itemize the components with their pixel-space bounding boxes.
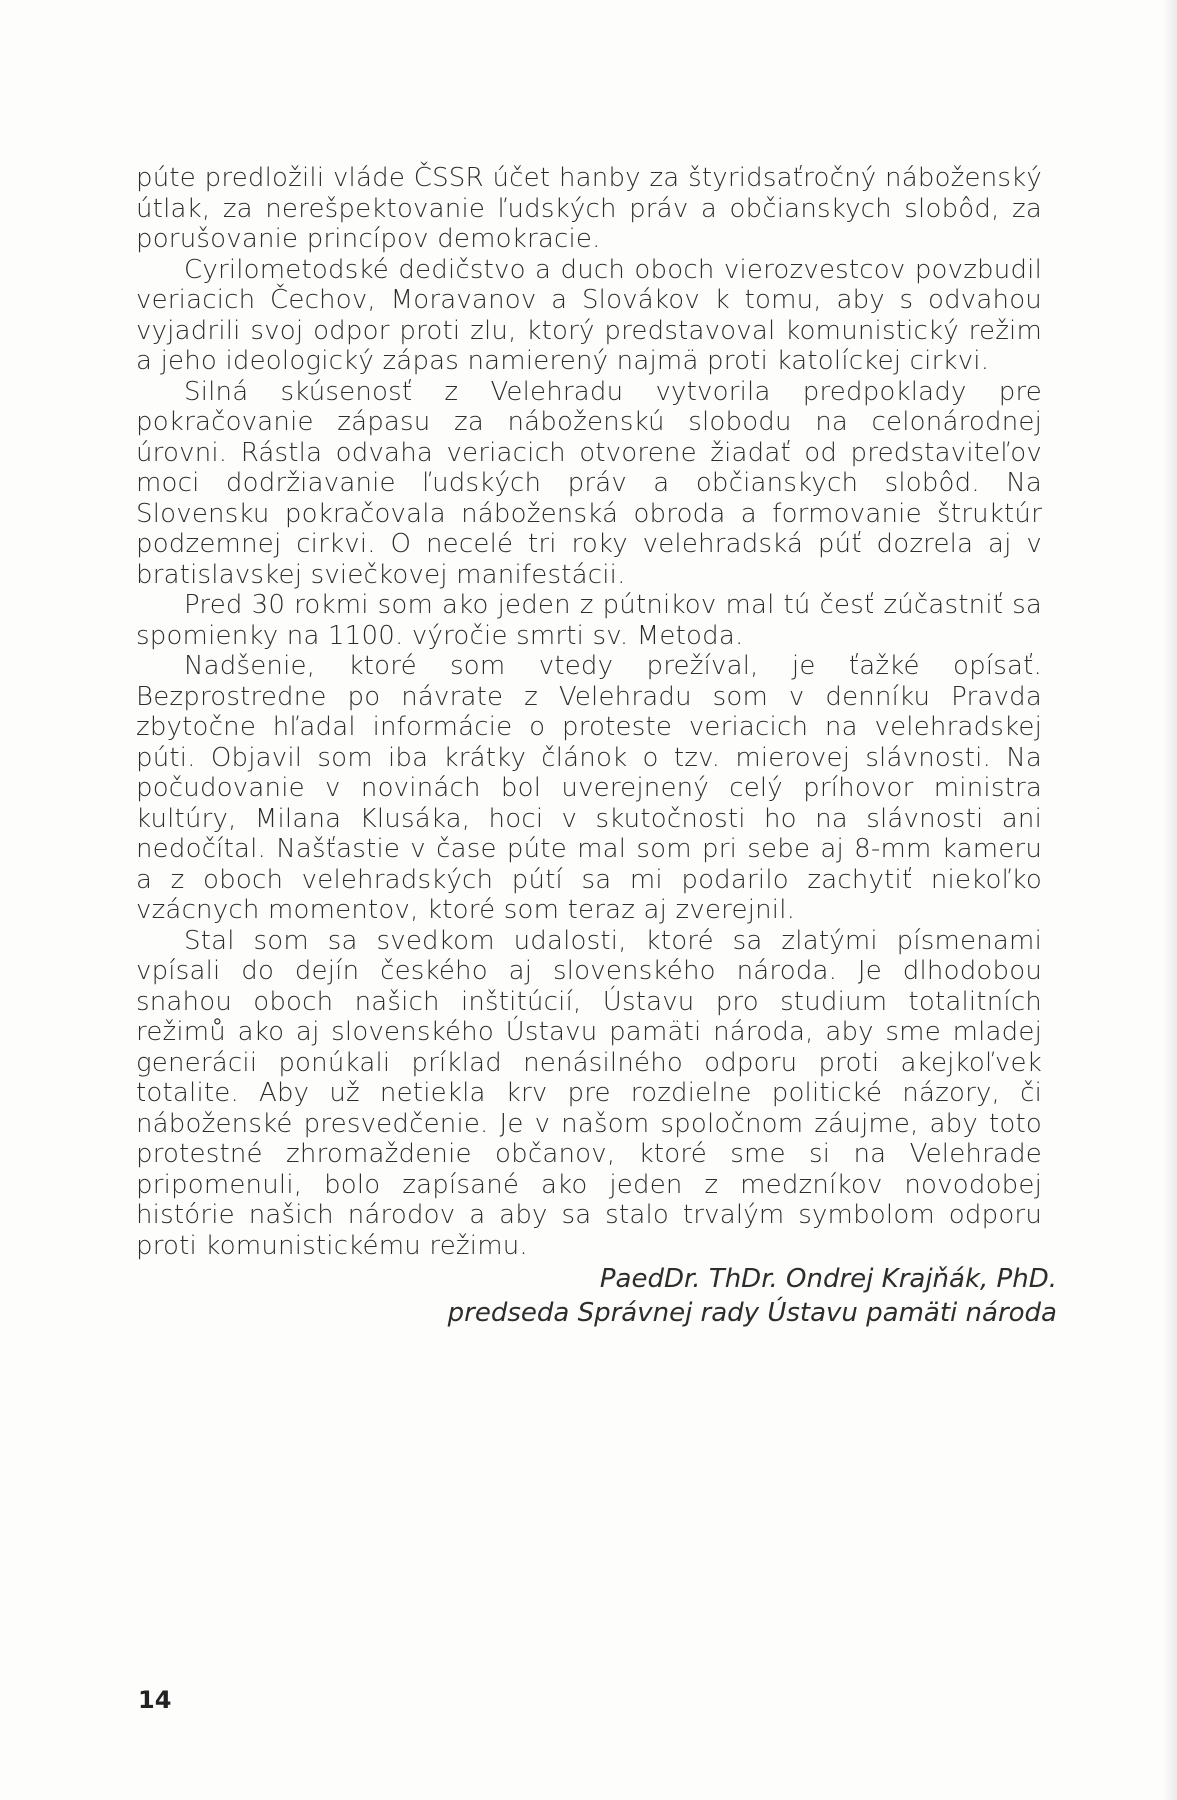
signature-name: PaedDr. ThDr. Ondrej Krajňák, PhD. bbox=[599, 1264, 1057, 1294]
page-number: 14 bbox=[138, 1686, 172, 1714]
paragraph-3: Silná skúsenosť z Velehradu vytvorila predpoklady pre pokračovanie zápasu za náboženskú slobodu na celonárodnej úrovni. Rástla odvaha veriacich otvorene žiadať od predstaviteľov moci dodržiavanie ľudských práv a občianskych slobôd. Na Slovensku pokračovala náboženská obroda a formovanie štruktúr podzemnej cirkvi. O necelé tri roky velehradská púť dozrela aj v bratislavskej sviečkovej manifestácii. bbox=[136, 376, 1042, 590]
body-text bbox=[136, 163, 1042, 1261]
paragraph-2: Cyrilometodské dedičstvo a duch oboch vierozvestcov povzbudil veriacich Čechov, Moravanov a Slovákov k tomu, aby s odvahou vyjadrili svoj odpor proti zlu, ktorý predstavoval komunistický režim a jeho ideologický zápas namierený najmä proti katolíckej cirkvi. bbox=[136, 254, 1042, 376]
paragraph-1: púte predložili vláde ČSSR účet hanby za štyridsaťročný náboženský útlak, za nerešpektovanie ľudských práv a občianskych slobôd, za porušovanie princípov demokracie. bbox=[136, 163, 1042, 254]
signature-title: predseda Správnej rady Ústavu pamäti národa bbox=[447, 1298, 1057, 1328]
signature-block bbox=[357, 1262, 1057, 1330]
paragraph-5: Nadšenie, ktoré som vtedy prežíval, je ťažké opísať. Bezprostredne po návrate z Velehradu som v denníku Pravda zbytočne hľadal informácie o proteste veriacich na velehradskej púti. Objavil som iba krátky článok o tzv. mierovej slávnosti. Na počudovanie v novinách bol uverejnený celý príhovor ministra kultúry, Milana Klusáka, hoci v skutočnosti ho na slávnosti ani nedočítal. Našťastie v čase púte mal som pri sebe aj 8-mm kameru a z oboch velehradských pútí sa mi podarilo zachytiť niekoľko vzácnych momentov, ktoré som teraz aj zverejnil. bbox=[136, 651, 1042, 925]
page-edge-shadow bbox=[1163, 0, 1177, 1800]
paragraph-4: Pred 30 rokmi som ako jeden z pútnikov mal tú česť zúčastniť sa spomienky na 1100. výročie smrti sv. Metoda. bbox=[136, 590, 1042, 651]
paragraph-6: Stal som sa svedkom udalosti, ktoré sa zlatými písmenami vpísali do dejín českého aj slovenského národa. Je dlhodobou snahou oboch našich inštitúcií, Ústavu pro studium totalitních režimů ako aj slovenského Ústavu pamäti národa, aby sme mladej generácii ponúkali príklad nenásilného odporu proti akejkoľvek totalite. Aby už netiekla krv pre rozdielne politické názory, či náboženské presvedčenie. Je v našom spoločnom záujme, aby toto protestné zhromaždenie občanov, ktoré sme si na Velehrade pripomenuli, bolo zapísané ako jeden z medzníkov novodobej histórie našich národov a aby sa stalo trvalým symbolom odporu proti komunistickému režimu. bbox=[136, 925, 1042, 1261]
